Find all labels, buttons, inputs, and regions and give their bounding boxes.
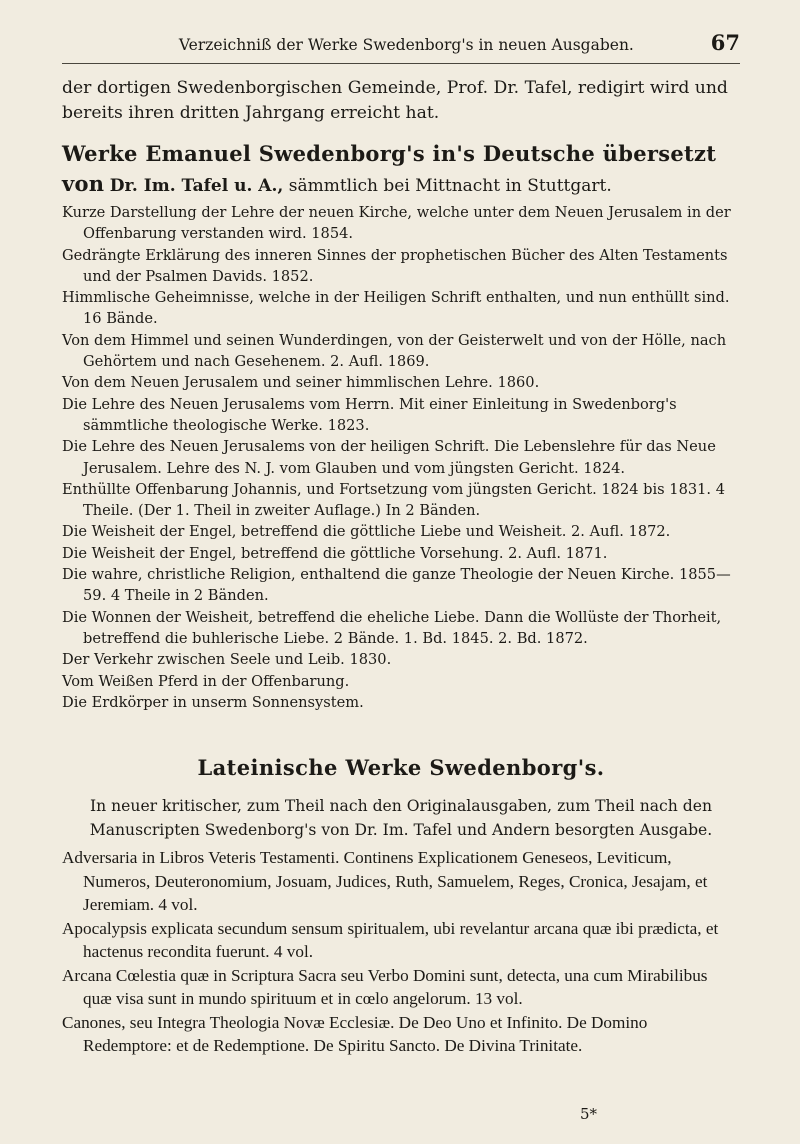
list-item: Gedrängte Erklärung des inneren Sinnes der prophetischen Bücher des Alten Testaments und der Psalmen Davids. 1852.: [62, 246, 728, 285]
list-item: Vom Weißen Pferd in der Offenbarung.: [62, 672, 350, 690]
german-works-heading: [62, 140, 740, 200]
list-item: Die Erdkörper in unserm Sonnensystem.: [62, 693, 364, 711]
german-works-heading-translator: Dr. Im. Tafel u. A.,: [109, 176, 284, 196]
list-item: Die Weisheit der Engel, betreffend die göttliche Vorsehung. 2. Aufl. 1871.: [62, 544, 608, 562]
running-head: [62, 0, 740, 55]
list-item: Arcana Cœlestia quæ in Scriptura Sacra seu Verbo Domini sunt, detecta, una cum Mirabilibus quæ visa sunt in mundo spirituum et in cœlo angelorum. 13 vol.: [62, 965, 708, 1009]
list-item: Canones, seu Integra Theologia Novæ Ecclesiæ. De Deo Uno et Infinito. De Domino Redemptore: et de Redemptione. De Spiritu Sancto. De Divina Trinitate.: [62, 1012, 648, 1056]
latin-works-heading: Lateinische Werke Swedenborg's.: [197, 755, 605, 781]
list-item: Die Lehre des Neuen Jerusalems von der heiligen Schrift. Die Lebenslehre für das Neue Jerusalem. Lehre des N. J. vom Glauben und vom jüngsten Gericht. 1824.: [62, 438, 716, 477]
list-item: Adversaria in Libros Veteris Testamenti. Continens Explicationem Geneseos, Leviticum, Numeros, Deuteronomium, Josuam, Judices, Ruth, Samuelem, Reges, Cronica, Jesajam, et Jeremiam. 4 vol.: [62, 848, 708, 915]
german-works-list: [62, 202, 740, 713]
list-item: Von dem Himmel und seinen Wunderdingen, von der Geisterwelt und von der Hölle, nach Gehörtem und nach Gesehenem. 2. Aufl. 1869.: [62, 331, 727, 371]
signature-mark: 5*: [580, 1105, 598, 1123]
german-works-heading-title: Werke Emanuel Swedenborg's in's Deutsche übersetzt von: [62, 141, 717, 196]
list-item: Der Verkehr zwischen Seele und Leib. 1830.: [62, 651, 392, 669]
list-item: Von dem Neuen Jerusalem und seiner himmlischen Lehre. 1860.: [62, 374, 540, 392]
list-item: Himmlische Geheimnisse, welche in der Heiligen Schrift enthalten, und nun enthüllt sind. 16 Bände.: [62, 289, 730, 328]
list-item: Die Wonnen der Weisheit, betreffend die eheliche Liebe. Dann die Wollüste der Thorheit, betreffend die buhlerische Liebe. 2 Bände. 1. Bd. 1845. 2. Bd. 1872.: [62, 608, 722, 647]
running-head-title: Verzeichniß der Werke Swedenborg's in neuen Ausgaben.: [178, 36, 634, 54]
latin-works-intro: In neuer kritischer, zum Theil nach den Originalausgaben, zum Theil nach den Manuscripten Swedenborg's von Dr. Im. Tafel und Andern besorgten Ausgabe.: [89, 797, 713, 840]
list-item: Kurze Darstellung der Lehre der neuen Kirche, welche unter dem Neuen Jerusalem in der Offenbarung verstanden wird. 1854.: [62, 204, 731, 243]
list-item: Die Lehre des Neuen Jerusalems vom Herrn. Mit einer Einleitung in Swedenborg's sämmtliche theologische Werke. 1823.: [62, 395, 677, 434]
list-item: Die wahre, christliche Religion, enthaltend die ganze Theologie der Neuen Kirche. 1855—59. 4 Theile in 2 Bänden.: [62, 566, 731, 605]
list-item: Apocalypsis explicata secundum sensum spiritualem, ubi revelantur arcana quæ ibi prædicta, et hactenus recondita fuerunt. 4 vol.: [62, 918, 719, 962]
list-item: Die Weisheit der Engel, betreffend die göttliche Liebe und Weisheit. 2. Aufl. 1872.: [62, 523, 671, 541]
list-item: Enthüllte Offenbarung Johannis, und Fortsetzung vom jüngsten Gericht. 1824 bis 1831. 4 Theile. (Der 1. Theil in zweiter Auflage.) In 2 Bänden.: [62, 480, 725, 520]
header-rule: [62, 63, 740, 64]
latin-works-list: [62, 846, 740, 1058]
german-works-heading-publisher: sämmtlich bei Mittnacht in Stuttgart.: [288, 176, 612, 196]
page-number: 67: [710, 30, 740, 55]
intro-paragraph: der dortigen Swedenborgischen Gemeinde, Prof. Dr. Tafel, redigirt wird und bereits ihren dritten Jahrgang erreicht hat.: [62, 78, 728, 123]
